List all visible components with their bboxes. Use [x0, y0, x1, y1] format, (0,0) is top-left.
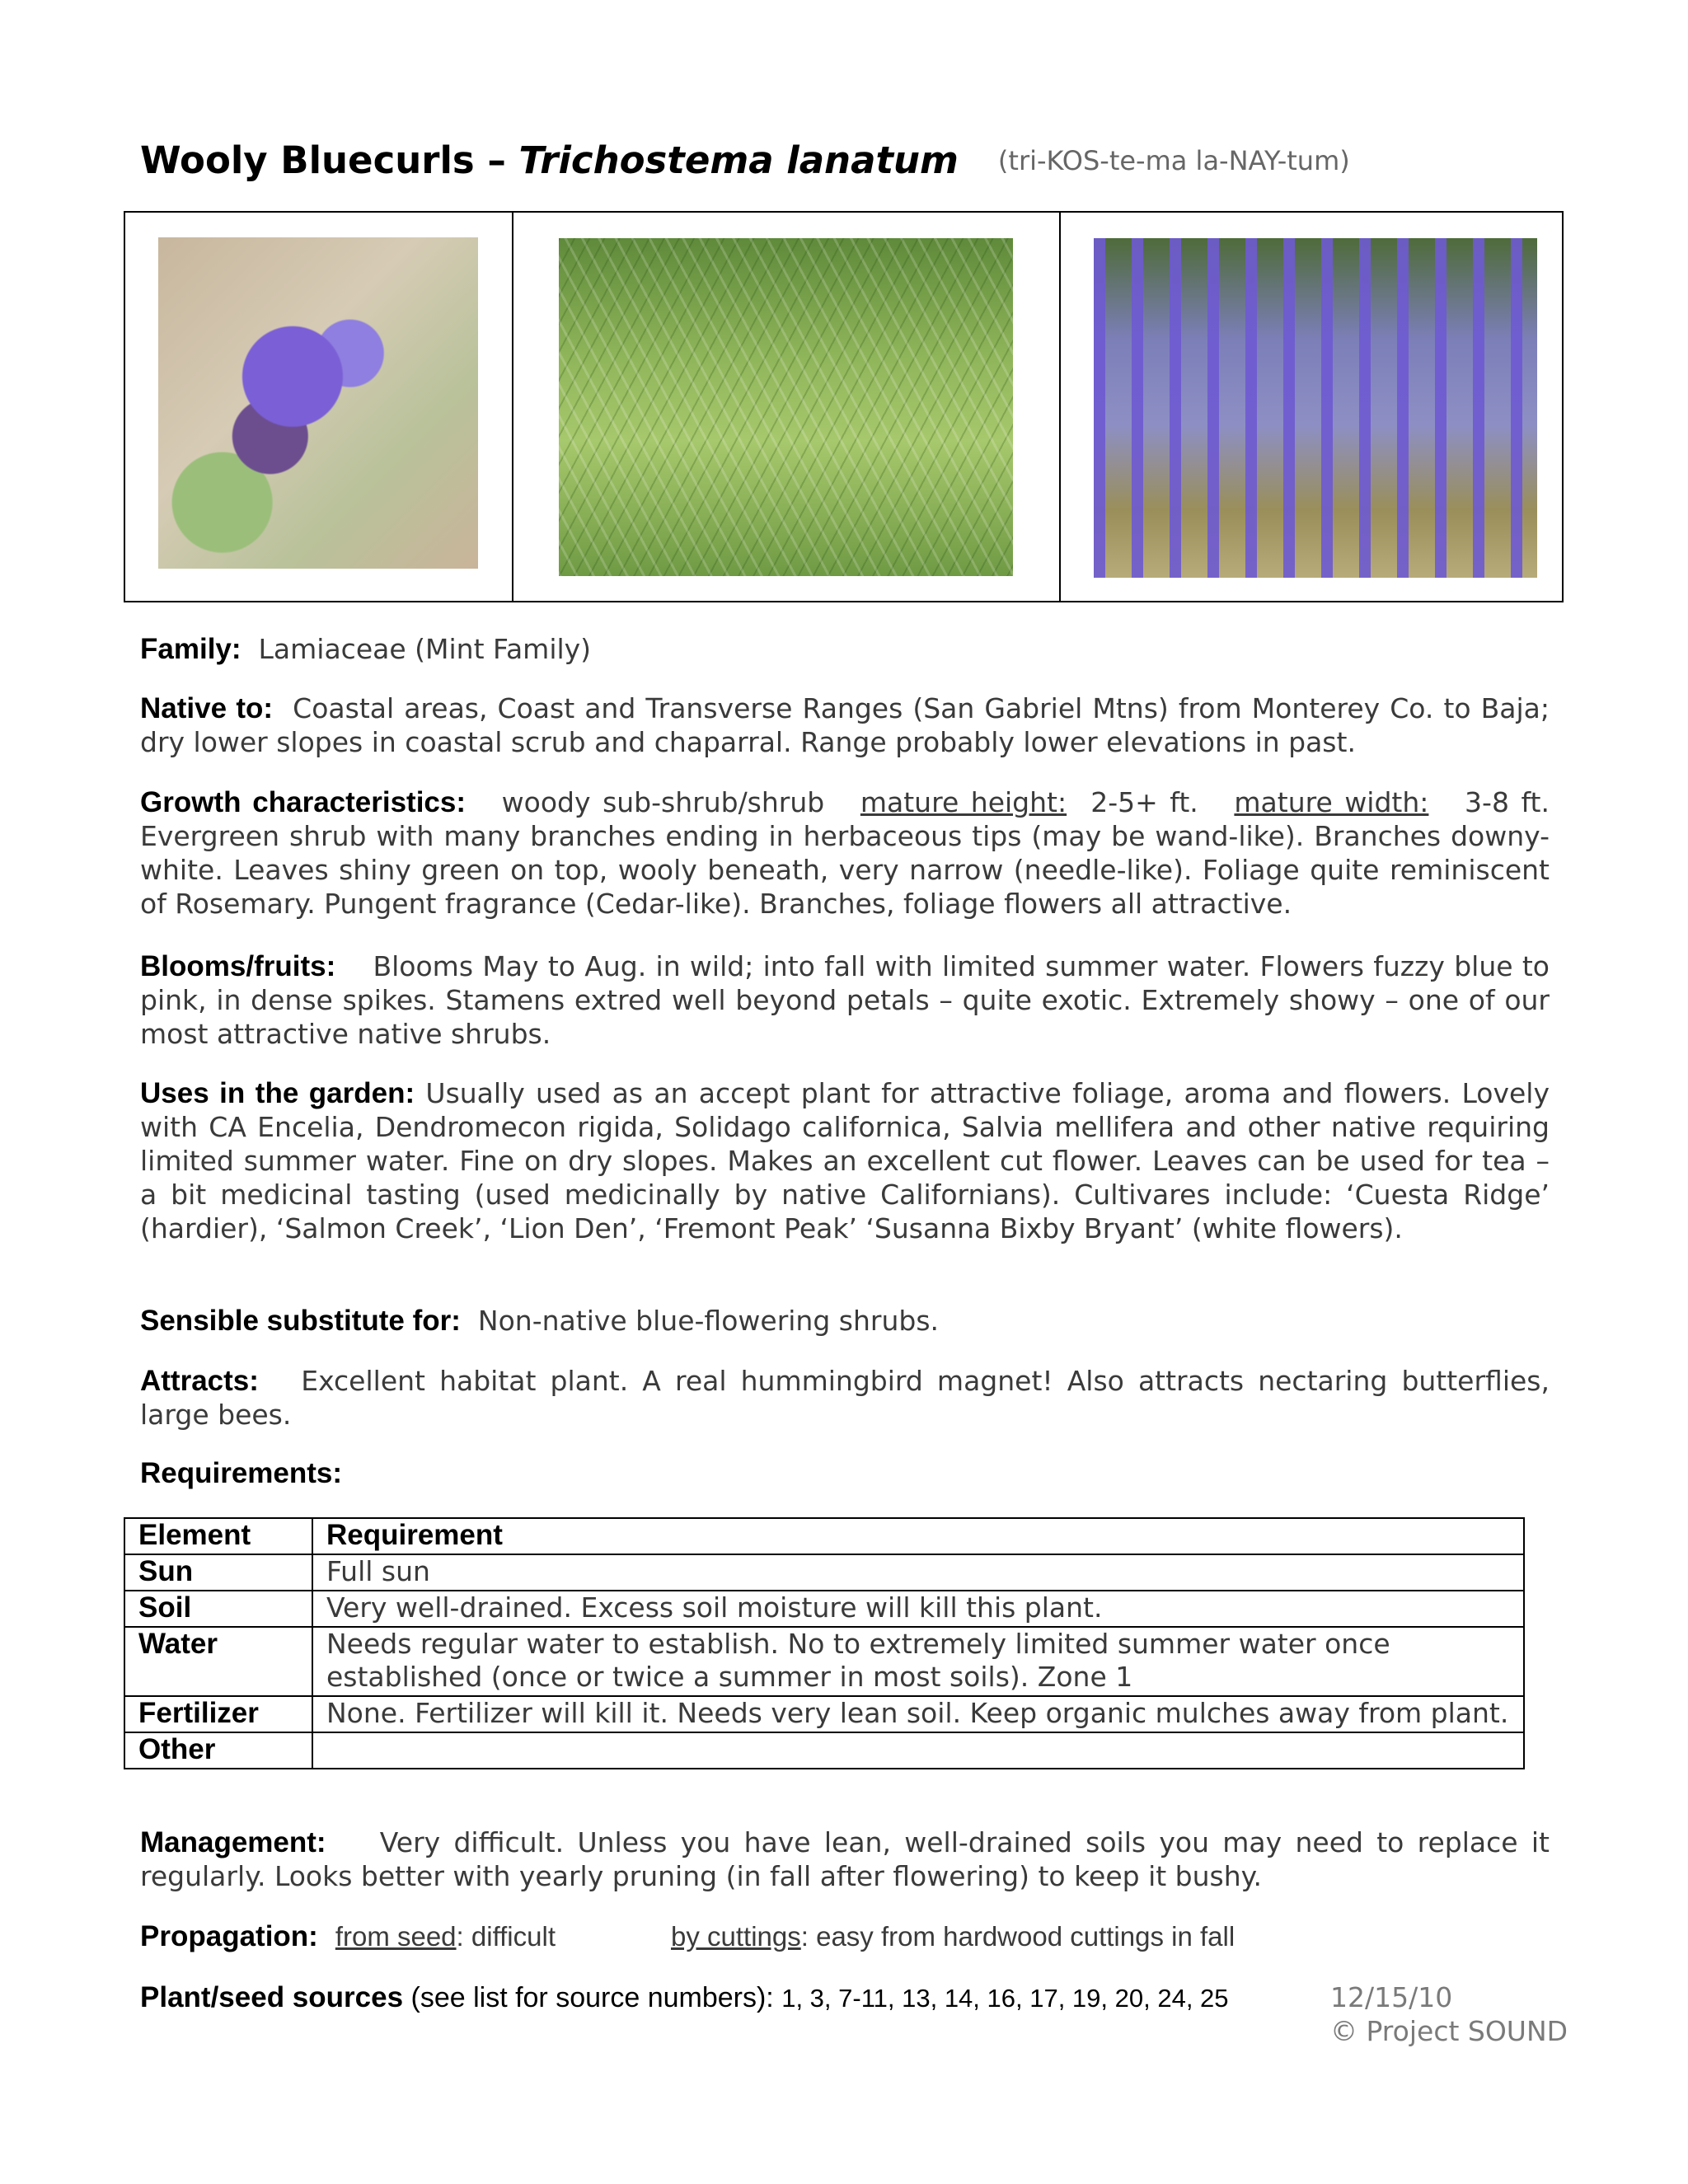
growth-label: Growth characteristics: — [140, 786, 467, 818]
substitute-section — [140, 1304, 1550, 1338]
row-requirement — [312, 1732, 1524, 1769]
requirements-table — [124, 1517, 1525, 1769]
table-row — [124, 1696, 1524, 1732]
common-name: Wooly Bluecurls — [140, 138, 475, 182]
growth-section — [140, 785, 1550, 921]
native-section — [140, 691, 1550, 759]
attracts-value: Excellent habitat plant. A real hummingbird magnet! Also attracts nectaring butterflies, large bees. — [140, 1365, 1550, 1431]
table-row — [124, 1554, 1524, 1591]
height-value: 2-5+ ft. — [1090, 786, 1198, 818]
propagation-label: Propagation: — [140, 1920, 318, 1952]
growth-description: Evergreen shrub with many branches ending in herbaceous tips (may be wand-like). Branches downy-white. Leaves shiny green on top, wooly beneath, very narrow (needle-like). Foliage quite reminiscent of Rosemary. Pungent fragrance (Cedar-like). Branches, foliage flowers all attractive. — [140, 820, 1550, 920]
propagation-section — [140, 1919, 1550, 1953]
row-requirement: Needs regular water to establish. No to extremely limited summer water once established (once or twice a summer in most soils). Zone 1 — [312, 1627, 1524, 1696]
family-value: Lamiaceae (Mint Family) — [258, 633, 592, 665]
requirements-label: Requirements: — [140, 1457, 343, 1489]
row-element: Other — [124, 1732, 312, 1769]
foliage-photo — [559, 238, 1013, 576]
attracts-section — [140, 1364, 1550, 1432]
row-requirement: None. Fertilizer will kill it. Needs very lean soil. Keep organic mulches away from plant. — [312, 1696, 1524, 1732]
copyright: © Project SOUND — [1330, 2015, 1568, 2047]
table-header-row — [124, 1518, 1524, 1554]
native-value: Coastal areas, Coast and Transverse Ranges (San Gabriel Mtns) from Monterey Co. to Baja; dry lower slopes in coastal scrub and chaparral. Range probably lower elevations in past. — [140, 692, 1550, 758]
uses-label: Uses in the garden: — [140, 1077, 415, 1109]
table-row — [124, 1627, 1524, 1696]
photo-cell-1 — [125, 213, 513, 601]
row-requirement: Full sun — [312, 1554, 1524, 1591]
substitute-label: Sensible substitute for: — [140, 1305, 461, 1337]
flower-closeup-photo — [158, 237, 478, 569]
sources-note: (see list for source numbers): — [403, 1982, 782, 2013]
blooms-label: Blooms/fruits: — [140, 950, 336, 982]
row-element: Fertilizer — [124, 1696, 312, 1732]
width-label: mature width: — [1234, 786, 1429, 818]
attracts-label: Attracts: — [140, 1365, 259, 1397]
height-label: mature height: — [860, 786, 1067, 818]
sources-numbers: 1, 3, 7-11, 13, 14, 16, 17, 19, 20, 24, 25 — [781, 1984, 1229, 2013]
title-dash: – — [474, 138, 519, 182]
footer-stamp — [1330, 1980, 1568, 2048]
seed-label: from seed — [335, 1921, 457, 1952]
blooms-value: Blooms May to Aug. in wild; into fall with limited summer water. Flowers fuzzy blue to pink, in dense spikes. Stamens extred well beyond petals – quite exotic. Extremely showy – one of our most attractive native shrubs. — [140, 950, 1550, 1050]
seed-value: : difficult — [456, 1921, 556, 1952]
uses-section — [140, 1076, 1550, 1245]
blooms-section — [140, 949, 1550, 1051]
row-element: Soil — [124, 1591, 312, 1627]
growth-form: woody sub-shrub/shrub — [501, 786, 825, 818]
width-value: 3-8 ft. — [1465, 786, 1550, 818]
page-title — [140, 138, 1350, 182]
scientific-name: Trichostema lanatum — [518, 138, 959, 182]
row-requirement: Very well-drained. Excess soil moisture will kill this plant. — [312, 1591, 1524, 1627]
cuttings-value: : easy from hardwood cuttings in fall — [800, 1921, 1236, 1952]
requirements-heading — [140, 1456, 1550, 1490]
cuttings-label: by cuttings — [671, 1921, 801, 1952]
photo-cell-2 — [513, 213, 1061, 601]
row-element: Water — [124, 1627, 312, 1696]
table-row — [124, 1732, 1524, 1769]
revision-date: 12/15/10 — [1330, 1981, 1453, 2013]
family-label: Family: — [140, 633, 241, 665]
management-section — [140, 1825, 1550, 1893]
uses-value: Usually used as an accept plant for attractive foliage, aroma and flowers. Lovely with CA Encelia, Dendromecon rigida, Solidago californica, Salvia mellifera and other native requiring limited summer water. Fine on dry slopes. Makes an excellent cut flower. Leaves can be used for tea – a bit medicinal tasting (used medicinally by native Californians). Cultivares include: ‘Cuesta Ridge’ (hardier), ‘Salmon Creek’, ‘Lion Den’, ‘Fremont Peak’ ‘Susanna Bixby Bryant’ (white flowers). — [140, 1077, 1550, 1244]
flowering-shrub-photo — [1094, 238, 1537, 578]
column-header-requirement: Requirement — [312, 1518, 1524, 1554]
pronunciation: (tri-KOS-te-ma la-NAY-tum) — [997, 145, 1350, 176]
management-value: Very difficult. Unless you have lean, well-drained soils you may need to replace it regularly. Looks better with yearly pruning (in fall after flowering) to keep it bushy. — [140, 1826, 1550, 1892]
family-section — [140, 632, 1550, 666]
photo-strip — [124, 211, 1564, 602]
sources-section — [140, 1980, 1311, 2015]
photo-cell-3 — [1061, 213, 1562, 601]
management-label: Management: — [140, 1826, 326, 1858]
substitute-value: Non-native blue-flowering shrubs. — [477, 1305, 940, 1337]
native-label: Native to: — [140, 692, 274, 724]
row-element: Sun — [124, 1554, 312, 1591]
sources-label: Plant/seed sources — [140, 1981, 404, 2013]
column-header-element: Element — [124, 1518, 312, 1554]
table-row — [124, 1591, 1524, 1627]
